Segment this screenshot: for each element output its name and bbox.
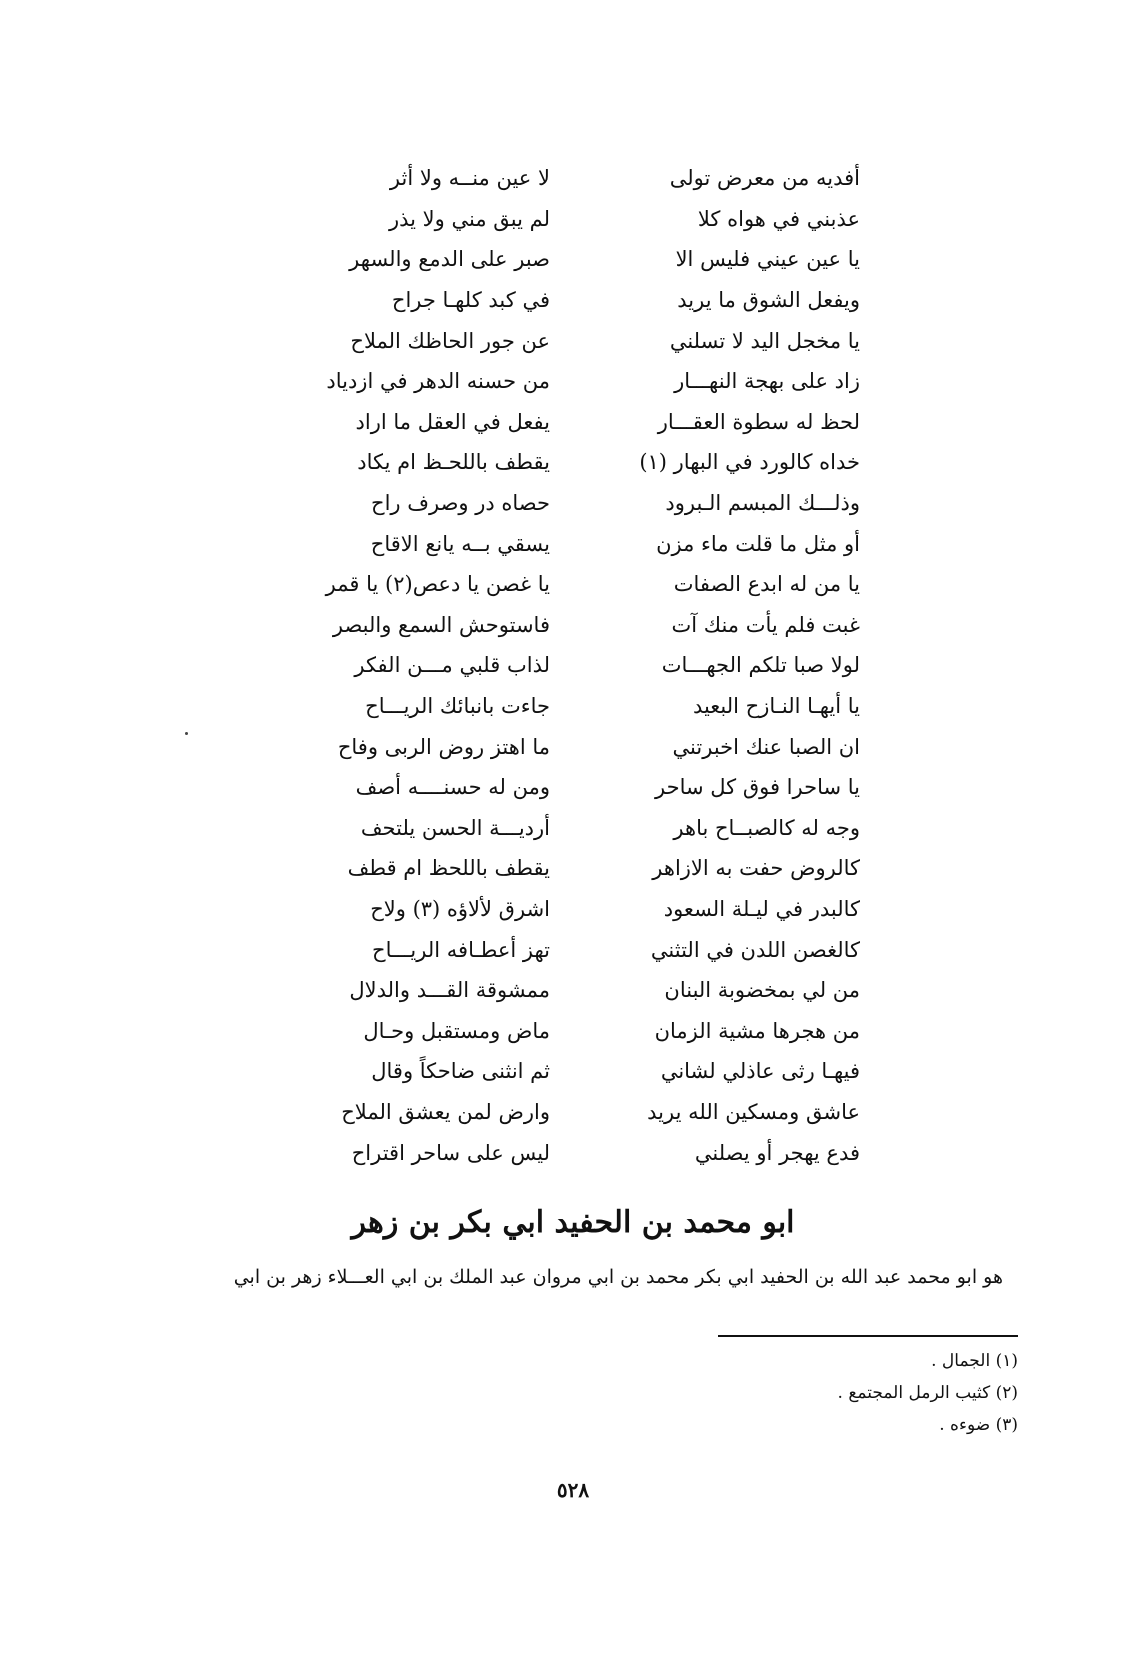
first-hemistich: ويفعل الشوق ما يريد (677, 288, 860, 313)
first-hemistich: زاد على بهجة النهـــار (674, 369, 860, 394)
verse-line (300, 483, 860, 524)
section-heading: ابو محمد بن الحفيد ابي بكر بن زهر (351, 1205, 795, 1240)
verse-line (300, 320, 860, 361)
first-hemistich: يا ساحرا فوق كل ساحر (655, 775, 860, 800)
verse-line (300, 1010, 860, 1051)
poem (300, 158, 860, 1173)
footnote: (٢) كثيب الرمل المجتمع . (837, 1383, 1018, 1403)
first-hemistich: من لي بمخضوبة البنان (664, 978, 860, 1003)
ink-speck (185, 732, 188, 735)
second-hemistich: ومن له حسنــــه أصف (355, 775, 550, 800)
second-hemistich: يقطف باللحظ ام قطف (347, 856, 550, 881)
first-hemistich: فدع يهجر أو يصلني (694, 1140, 860, 1165)
verse-line (300, 767, 860, 808)
verse-line (300, 929, 860, 970)
first-hemistich: يا أيهـا النـازح البعيد (692, 694, 860, 719)
verse-line (300, 158, 860, 199)
first-hemistich: وجه له كالصبــاح باهر (673, 815, 860, 840)
first-hemistich: عذبني في هواه كلا (697, 206, 860, 231)
footnotes (618, 1345, 1018, 1441)
second-hemistich: يا غصن يا دعص(٢) يا قمر (325, 572, 550, 597)
verse-line (300, 361, 860, 402)
first-hemistich: يا عين عيني فليس الا (675, 247, 860, 272)
second-hemistich: ما اهتز روض الربى وفاح (337, 734, 550, 759)
second-hemistich: ماض ومستقبل وحـال (363, 1018, 550, 1043)
second-hemistich: لذاب قلبي مـــن الفكر (354, 653, 550, 678)
first-hemistich: كالغصن اللدن في التثني (650, 937, 860, 962)
verse-line (300, 726, 860, 767)
second-hemistich: أرديـــة الحسن يلتحف (360, 815, 550, 840)
verse-line (300, 523, 860, 564)
first-hemistich: يا من له ابدع الصفات (673, 572, 860, 597)
verse-line (300, 1132, 860, 1173)
first-hemistich: أفديه من معرض تولى (669, 166, 860, 191)
first-hemistich: لولا صبا تلكم الجهـــات (661, 653, 860, 678)
first-hemistich: عاشق ومسكين الله يريد (647, 1099, 860, 1124)
second-hemistich: فاستوحش السمع والبصر (332, 612, 550, 637)
second-hemistich: لم يبق مني ولا يذر (389, 206, 550, 231)
footnote: (٣) ضوءه . (939, 1415, 1018, 1435)
second-hemistich: ليس على ساحر اقتراح (351, 1140, 550, 1165)
verse-line (300, 564, 860, 605)
verse-line (300, 1092, 860, 1133)
second-hemistich: يقطف باللحـظ ام يكاد (357, 450, 550, 475)
verse-line (300, 645, 860, 686)
second-hemistich: صبر على الدمع والسهر (349, 247, 550, 272)
verse-line (300, 442, 860, 483)
verse-line (300, 686, 860, 727)
second-hemistich: عن جور الحاظك الملاح (350, 328, 550, 353)
second-hemistich: يسقي بــه يانع الاقاح (370, 531, 550, 556)
verse-line (300, 1051, 860, 1092)
verse-line (300, 280, 860, 321)
second-hemistich: يفعل في العقل ما اراد (355, 409, 550, 434)
second-hemistich: ثم انثنى ضاحكاً وقال (371, 1059, 550, 1084)
first-hemistich: وذلـــك المبسم الـبرود (665, 491, 860, 516)
second-hemistich: ممشوقة القـــد والدلال (349, 978, 550, 1003)
verse-line (300, 199, 860, 240)
first-hemistich: خداه كالورد في البهار (١) (639, 450, 860, 475)
second-hemistich: من حسنه الدهر في ازدياد (326, 369, 550, 394)
verse-line (300, 402, 860, 443)
verse-line (300, 239, 860, 280)
second-hemistich: لا عين منــه ولا أثر (389, 166, 550, 191)
verse-line (300, 848, 860, 889)
first-hemistich: ان الصبا عنك اخبرتني (672, 734, 860, 759)
second-hemistich: وارض لمن يعشق الملاح (341, 1099, 550, 1124)
first-hemistich: كالبدر في ليـلة السعود (663, 896, 860, 921)
footnote-rule (718, 1335, 1018, 1337)
verse-line (300, 605, 860, 646)
first-hemistich: فيهـا رثى عاذلي لشاني (660, 1059, 860, 1084)
first-hemistich: من هجرها مشية الزمان (654, 1018, 860, 1043)
verse-line (300, 970, 860, 1011)
first-hemistich: أو مثل ما قلت ماء مزن (656, 531, 860, 556)
second-hemistich: حصاه در وصرف راح (371, 491, 550, 516)
second-hemistich: في كبد كلهـا جراح (391, 288, 550, 313)
second-hemistich: جاءت بانبائك الريـــاح (365, 694, 550, 719)
second-hemistich: اشرق لألاؤه (٣) ولاح (370, 896, 550, 921)
first-hemistich: غبت فلم يأت منك آت (671, 612, 860, 637)
first-hemistich: يا مخجل اليد لا تسلني (669, 328, 860, 353)
biography-paragraph: هو ابو محمد عبد الله بن الحفيد ابي بكر محمد بن ابي مروان عبد الملك بن ابي العـــلاء زهر بن ابي (233, 1266, 1003, 1288)
first-hemistich: لحظ له سطوة العقـــار (657, 409, 860, 434)
first-hemistich: كالروض حفت به الازاهر (652, 856, 860, 881)
verse-line (300, 808, 860, 849)
second-hemistich: تهز أعطـافه الريـــاح (372, 937, 550, 962)
verse-line (300, 889, 860, 930)
footnote: (١) الجمال . (931, 1351, 1018, 1371)
page-number: ٥٢٨ (556, 1478, 590, 1502)
